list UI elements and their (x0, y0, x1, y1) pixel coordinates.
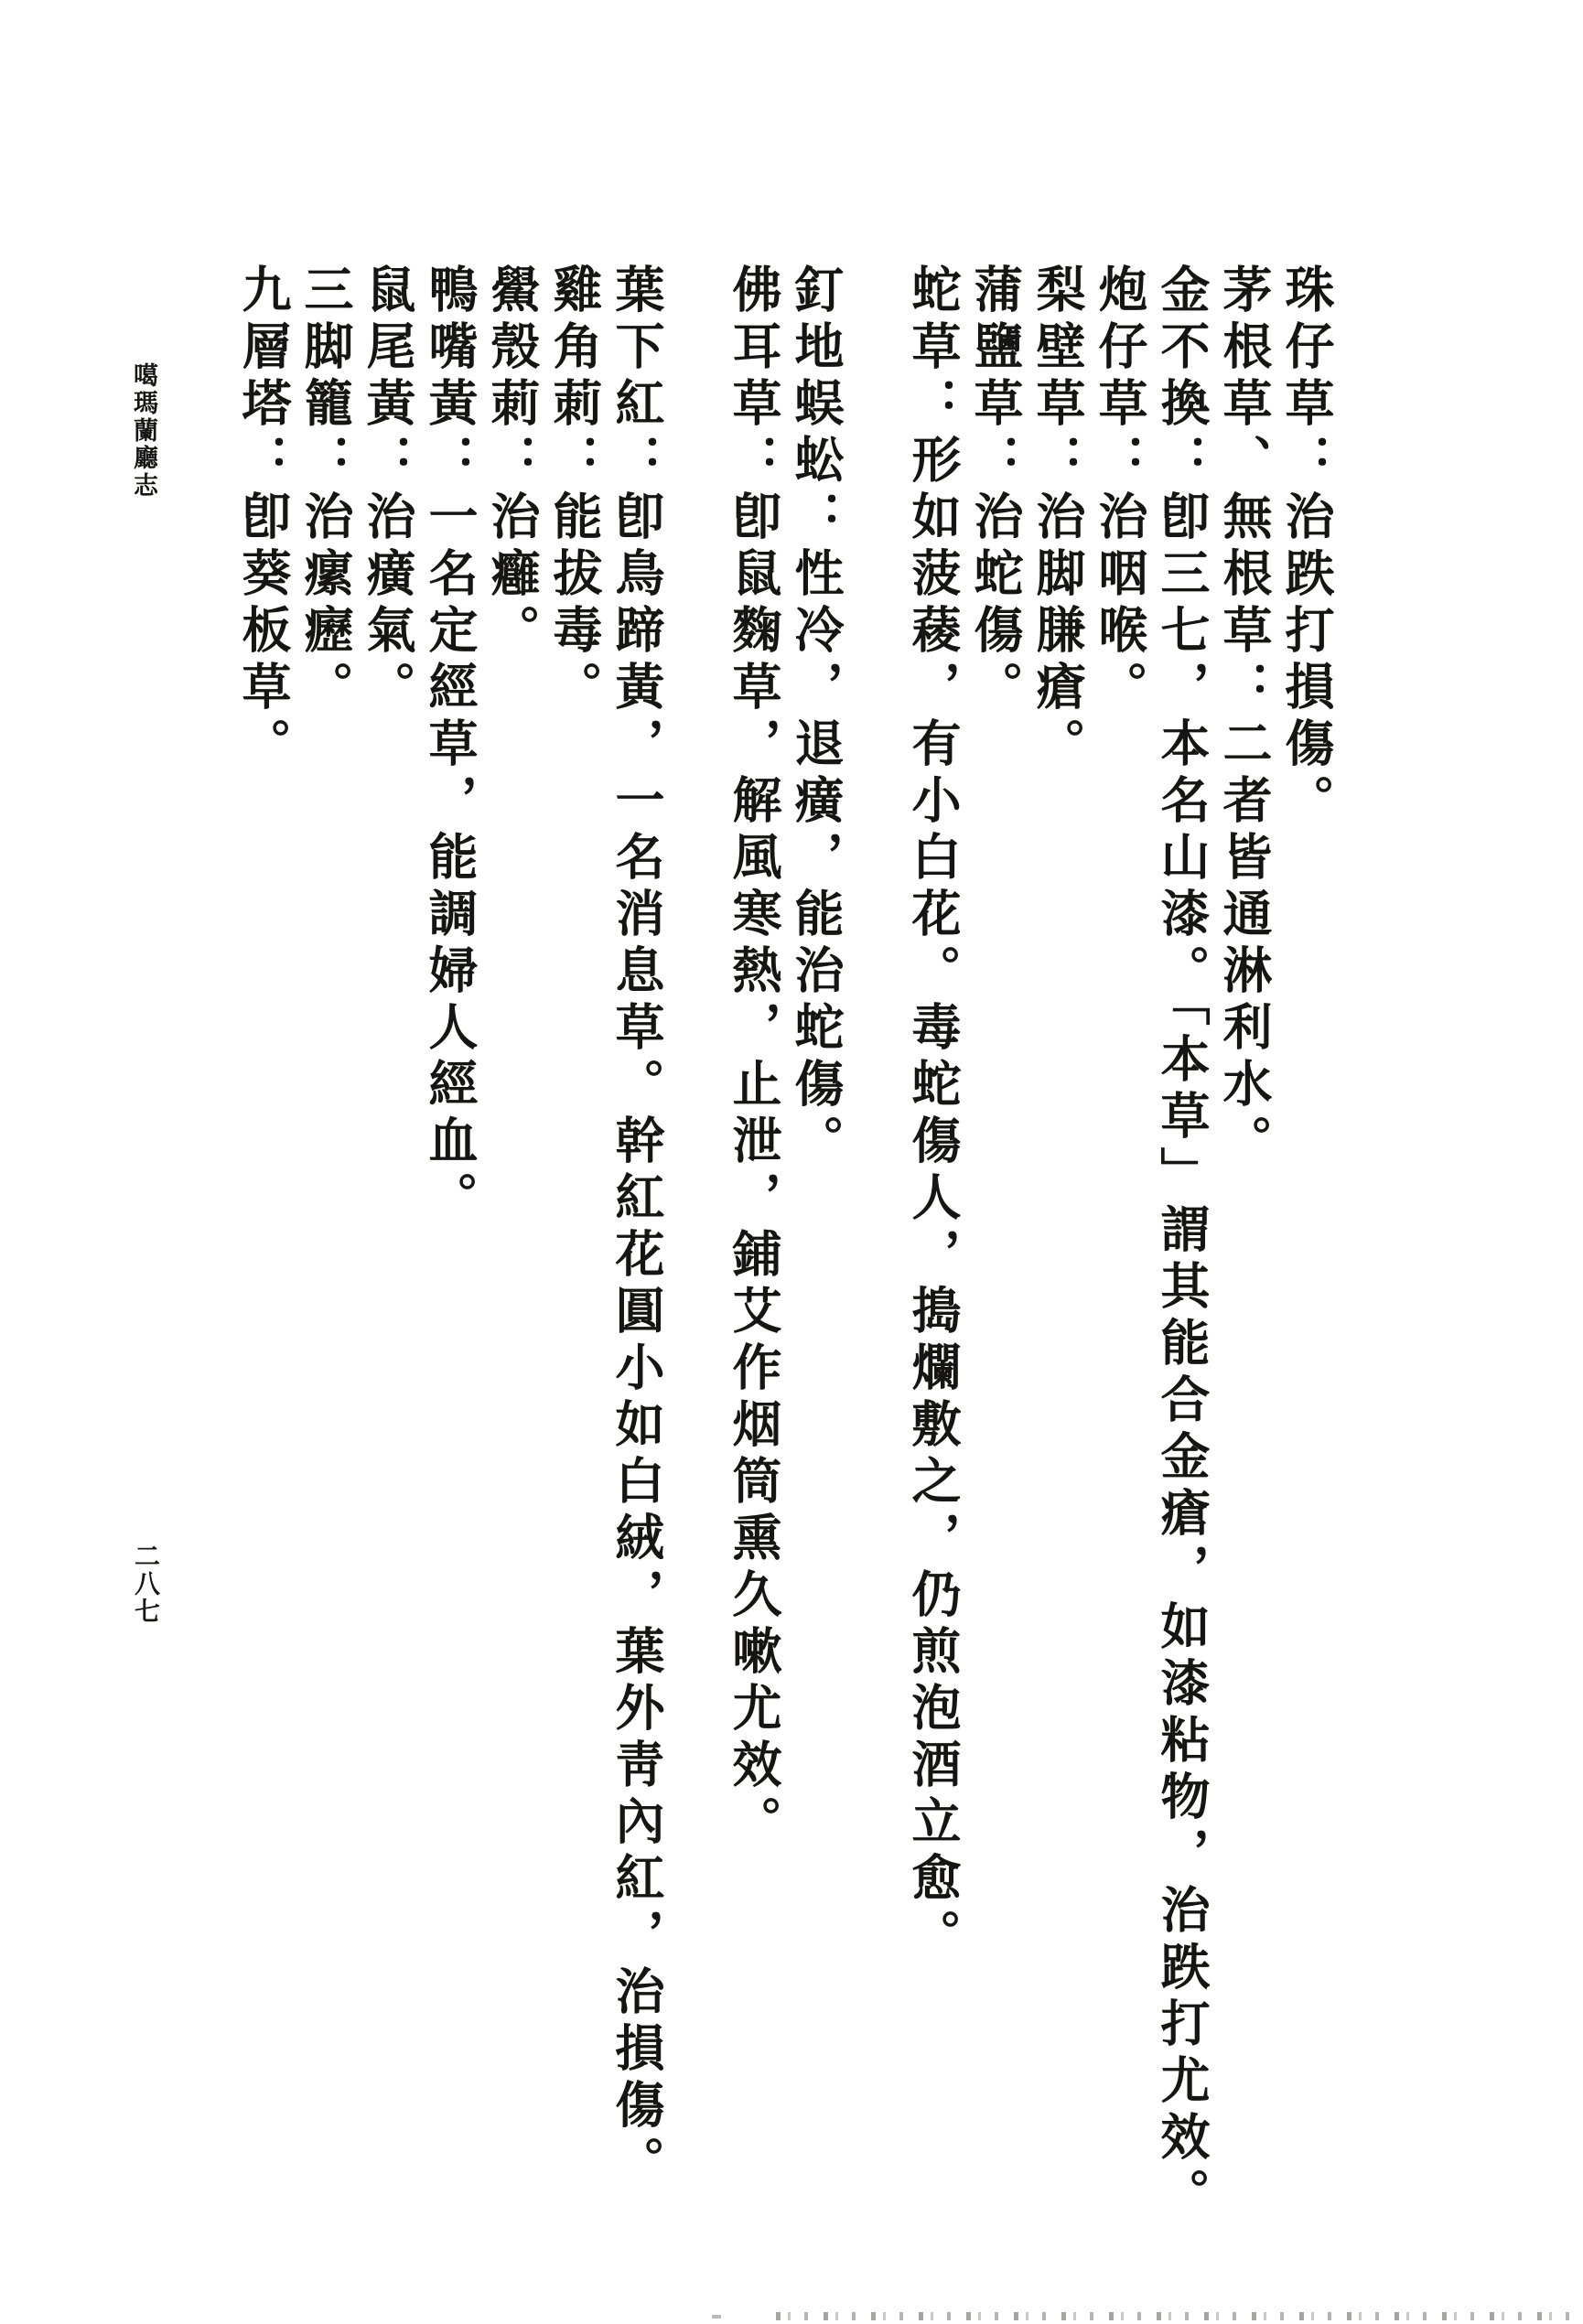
herb-entry: 珠仔草：治跌打損傷。 (1277, 264, 1336, 831)
herb-entry: 蛇草：形如菠薐，有小白花。毒蛇傷人，搗爛敷之，仍煎泡酒立愈。 (904, 264, 963, 1965)
herb-entry: 三脚籠：治瘰癧。 (296, 264, 355, 717)
page-number: 二八七 (131, 1543, 161, 1625)
book-title: 噶瑪蘭廳志 (129, 362, 157, 500)
herb-entries-block (232, 264, 1338, 2290)
herb-entry: 釘地蜈蚣：性冷，退癀，能治蛇傷。 (787, 264, 845, 1171)
herb-entry: 雞角莿：能拔毒。 (545, 264, 604, 717)
herb-entry: 佛耳草：卽鼠麴草，解風寒熱，止泄，鋪艾作烟筒熏久嗽尤效。 (725, 264, 783, 1852)
herb-entry: 葉下紅：卽鳥蹄黃，一名消息草。幹紅花圓小如白絨，葉外靑內紅，治損傷。 (608, 264, 666, 2192)
herb-entry: 蒲鹽草：治蛇傷。 (966, 264, 1025, 717)
herb-entry: 九層塔：卽葵板草。 (234, 264, 293, 774)
scan-artifact-blot (712, 2315, 721, 2319)
herb-entry: 鼠尾黃：治癀氣。 (359, 264, 417, 717)
scan-artifact-strip (776, 2312, 1577, 2320)
herb-entry: 梨壁草：治脚膁瘡。 (1028, 264, 1087, 774)
herb-entry: 金不換：卽三七，本名山漆。「本草」謂其能合金瘡，如漆粘物，治跌打尤效。 (1153, 264, 1211, 2224)
herb-entry: 鴨嘴黃：一名定經草，能調婦人經血。 (421, 264, 479, 1228)
herb-entry: 鱟殼莿：治癰。 (483, 264, 542, 661)
herb-entry: 茅根草、無根草：二者皆通淋利水。 (1215, 264, 1274, 1171)
herb-entry: 炮仔草：治咽喉。 (1091, 264, 1149, 717)
